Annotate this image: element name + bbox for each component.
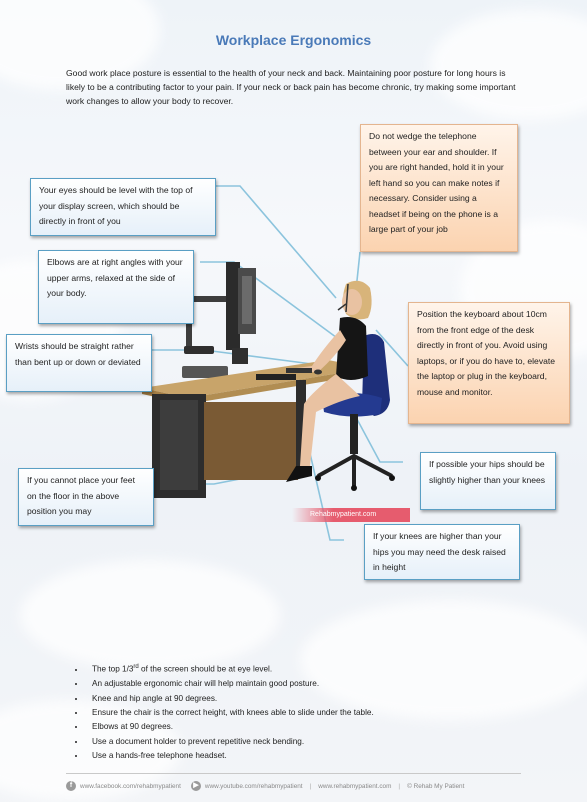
footer <box>66 781 536 791</box>
intro-paragraph: Good work place posture is essential to the health of your neck and back. Maintaining poor posture for long hours is likely to be a contributing factor to your pain. If your neck or back pain has become chronic, try making some important work changes to allow your body to recover. <box>66 68 516 106</box>
website-link[interactable]: www.rehabmypatient.com <box>318 782 392 790</box>
watermark: Rehabmypatient.com <box>292 508 410 522</box>
page-title: Workplace Ergonomics <box>215 32 372 48</box>
list-item: • Elbows at 90 degrees. <box>86 720 546 734</box>
youtube-icon: ▶ <box>191 781 201 791</box>
footer-separator: | <box>398 782 401 790</box>
facebook-link[interactable]: www.facebook.com/rehabmypatient <box>80 782 181 790</box>
footer-separator: | <box>309 782 312 790</box>
list-item: • Ensure the chair is the correct height, with knees able to slide under the table. <box>86 706 546 720</box>
facebook-icon: f <box>66 781 76 791</box>
keyboard <box>286 368 312 373</box>
list-item: • The top 1/3rd of the screen should be at eye level. <box>86 660 546 677</box>
callout-wrists: Wrists should be straight rather than bent up or down or deviated <box>6 334 152 392</box>
youtube-link[interactable]: www.youtube.com/rehabmypatient <box>204 782 303 790</box>
callout-hips: If possible your hips should be slightly higher than your knees <box>420 452 556 510</box>
mouse <box>314 370 322 375</box>
list-item: • Use a document holder to prevent repetitive neck bending. <box>86 735 546 749</box>
callout-knees: If your knees are higher than your hips you may need the desk raised in height <box>364 524 520 580</box>
copyright: © Rehab My Patient <box>407 782 465 790</box>
callout-telephone: Do not wedge the telephone between your ear and shoulder. If you are right handed, hold it in your left hand so you can make notes if necessary. Consider using a headset if being on the phone is a large part of your job <box>360 124 518 252</box>
callout-eyes: Your eyes should be level with the top of your display screen, which should be directly in front of you <box>30 178 216 236</box>
callout-keyboard: Position the keyboard about 10cm from the front edge of the desk directly in front of you. Avoid using laptops, or if you do have to, elevate the laptop or plug in the keyboard, mouse and monitor. <box>408 302 570 424</box>
tips-list <box>66 660 546 764</box>
callout-feet: If you cannot place your feet on the floor in the above position you may <box>18 468 154 526</box>
callout-elbows: Elbows are at right angles with your upper arms, relaxed at the side of your body. <box>38 250 194 324</box>
list-item: • Knee and hip angle at 90 degrees. <box>86 692 546 706</box>
footer-divider <box>66 773 521 774</box>
list-item: • Use a hands-free telephone headset. <box>86 749 546 763</box>
list-item: • An adjustable ergonomic chair will help maintain good posture. <box>86 677 546 691</box>
